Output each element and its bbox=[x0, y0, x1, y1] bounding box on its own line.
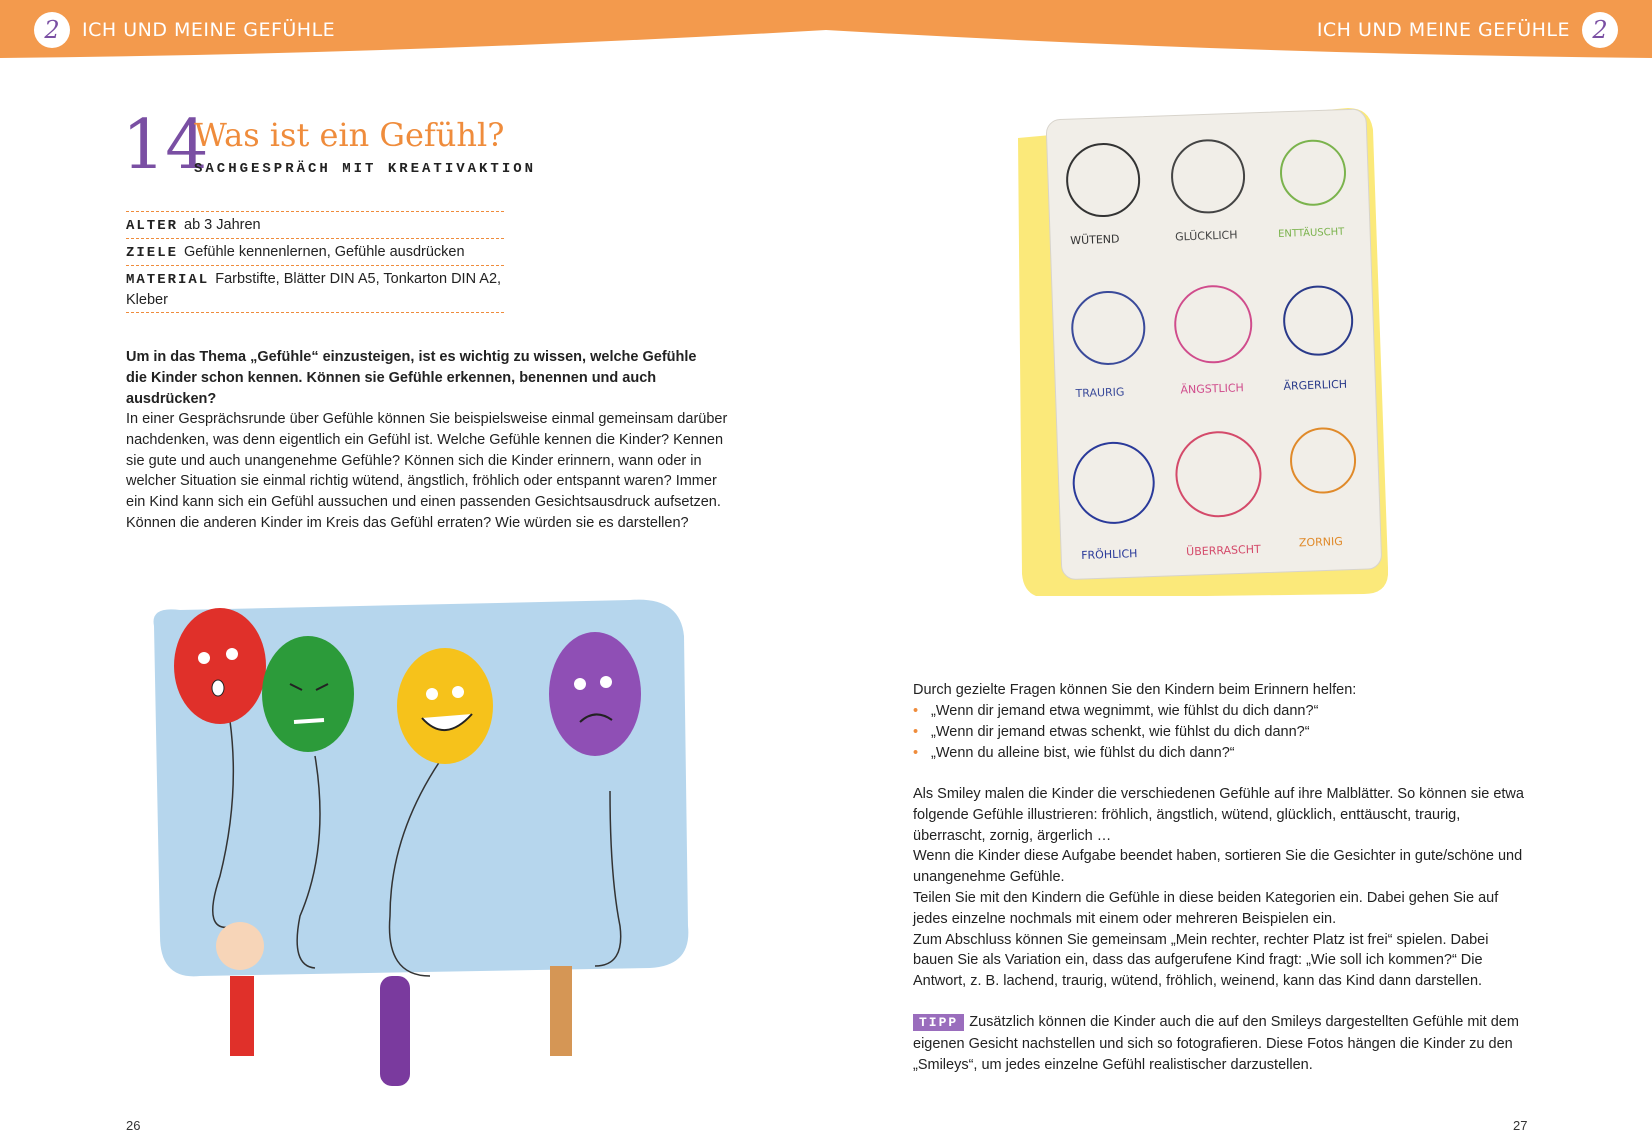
label-froehlich: FRÖHLICH bbox=[1080, 547, 1138, 563]
label-wuetend: WÜTEND bbox=[1070, 232, 1120, 248]
info-row-ziele bbox=[126, 238, 504, 265]
header-left bbox=[34, 12, 335, 48]
balloon-red bbox=[174, 608, 266, 724]
info-row-alter bbox=[126, 211, 504, 238]
activity-subtitle: SACHGESPRÄCH MIT KREATIVAKTION bbox=[194, 161, 537, 177]
header-title-left: ICH UND MEINE GEFÜHLE bbox=[82, 19, 336, 41]
balloon-purple-eye-right bbox=[600, 676, 612, 688]
cards-board bbox=[1046, 109, 1382, 580]
paragraph-game: Zum Abschluss können Sie gemeinsam „Mein rechter, rechter Platz ist frei“ spielen. Dabei bauen Sie als Variation ein, dass das aufgerufene Kind fragt: „Wie soll ich kommen?“ Die Antwort, z. B. lachend, traurig, wütend, fröhlich, weinend, kann das Kind dann darstellen. bbox=[913, 931, 1489, 990]
balloon-red-mouth bbox=[212, 680, 224, 696]
chapter-badge-right: 2 bbox=[1582, 12, 1618, 48]
page-number-right: 27 bbox=[1513, 1118, 1528, 1133]
alter-label: ALTER bbox=[126, 218, 179, 234]
label-gluecklich: GLÜCKLICH bbox=[1174, 228, 1238, 244]
ziele-value: Gefühle kennenlernen, Gefühle ausdrücken bbox=[184, 244, 465, 260]
ziele-label: ZIELE bbox=[126, 245, 179, 261]
balloon-green bbox=[262, 636, 354, 752]
alter-value: ab 3 Jahren bbox=[184, 217, 261, 233]
balloon-red-eye-right bbox=[226, 648, 238, 660]
list-item: • „Wenn dir jemand etwas schenkt, wie fühlst du dich dann?“ bbox=[913, 722, 1533, 743]
tipp-badge: TIPP bbox=[913, 1014, 964, 1031]
hand-tiger bbox=[550, 966, 572, 1056]
hand-arm-striped bbox=[230, 976, 254, 1056]
label-aergerlich: ÄRGERLICH bbox=[1283, 377, 1348, 393]
header-title-right: ICH UND MEINE GEFÜHLE bbox=[1316, 19, 1570, 41]
right-text bbox=[913, 784, 1525, 992]
paragraph-smiley: Als Smiley malen die Kinder die verschiedenen Gefühle auf ihre Malblätter. So können sie etwa folgende Gefühle illustrieren: fröhlich, ängstlich, wütend, glücklich, enttäuscht, traurig, überrascht, zornig, ärgerlich … bbox=[913, 786, 1524, 844]
info-row-material bbox=[126, 265, 504, 313]
material-label: MATERIAL bbox=[126, 272, 210, 288]
hand-skin bbox=[216, 922, 264, 970]
balloon-purple bbox=[549, 632, 641, 756]
label-enttaeuscht: ENTTÄUSCHT bbox=[1277, 226, 1345, 240]
header-right bbox=[1317, 12, 1618, 48]
header-band bbox=[0, 0, 1652, 60]
page-number-left: 26 bbox=[126, 1118, 141, 1133]
chapter-badge-left: 2 bbox=[34, 12, 70, 48]
activity-number: 14 bbox=[122, 106, 209, 185]
question-list bbox=[913, 701, 1533, 763]
list-item: • „Wenn dir jemand etwa wegnimmt, wie fühlst du dich dann?“ bbox=[913, 701, 1533, 722]
body-paragraph: In einer Gesprächsrunde über Gefühle können Sie beispielsweise einmal gemeinsam darüber nachdenken, was denn eigentlich ein Gefühl ist. Welche Gefühle kennen die Kinder? Kennen sie gute und auch unangenehme Gefühle? Können sich die Kinder erinnern, wann oder in welcher Situation sie einmal richtig wütend, ängstlich, fröhlich oder entspannt waren? Immer ein Kind kann sich ein Gefühl aussuchen und einen passenden Gesichtsausdruck aufsetzen. Können die anderen Kinder im Kreis das Gefühl erraten? Wie würden sie es darstellen? bbox=[126, 411, 728, 531]
label-zornig: ZORNIG bbox=[1298, 534, 1343, 550]
tipp-paragraph bbox=[913, 1012, 1525, 1075]
balloon-yellow-eye-left bbox=[426, 688, 438, 700]
balloon-yellow bbox=[397, 648, 493, 764]
material-value: Farbstifte, Blätter DIN A5, Tonkarton DIN A2, Kleber bbox=[126, 271, 502, 308]
hand-furry-monster bbox=[380, 976, 410, 1086]
label-traurig: TRAURIG bbox=[1075, 385, 1125, 401]
paragraph-sort: Wenn die Kinder diese Aufgabe beendet haben, sortieren Sie die Gesichter in gute/schöne und unangenehme Gefühle. bbox=[913, 848, 1523, 886]
tipp-text: Zusätzlich können die Kinder auch die auf den Smileys dargestellten Gefühle mit dem eigenen Gesicht nachstellen und sich so fotografieren. Diese Fotos hängen die Kinder zu den „Smileys“, um jedes einzelne Gefühl realistischer darzustellen. bbox=[913, 1014, 1519, 1073]
balloon-green-mouth bbox=[294, 720, 324, 722]
balloon-yellow-eye-right bbox=[452, 686, 464, 698]
activity-title: Was ist ein Gefühl? bbox=[194, 116, 505, 154]
label-ueberrascht: ÜBERRASCHT bbox=[1185, 542, 1261, 559]
paragraph-categories: Teilen Sie mit den Kindern die Gefühle in diese beiden Kategorien ein. Dabei gehen Sie auf jedes einzelne nochmals mit einem oder mehreren Beispielen ein. bbox=[913, 889, 1499, 927]
balloon-purple-eye-left bbox=[574, 678, 586, 690]
balloon-red-eye-left bbox=[198, 652, 210, 664]
label-aengstlich: ÄNGSTLICH bbox=[1180, 381, 1245, 397]
balloons-illustration bbox=[140, 596, 700, 1116]
intro-paragraph: Um in das Thema „Gefühle“ einzusteigen, ist es wichtig zu wissen, welche Gefühle die Kinder schon kennen. Können sie Gefühle erkennen, benennen und auch ausdrücken? bbox=[126, 349, 697, 407]
smiley-cards-photo bbox=[1018, 108, 1388, 596]
info-box bbox=[126, 211, 504, 313]
list-item: • „Wenn du alleine bist, wie fühlst du dich dann?“ bbox=[913, 743, 1533, 764]
right-lead: Durch gezielte Fragen können Sie den Kindern beim Erinnern helfen: bbox=[913, 682, 1357, 698]
